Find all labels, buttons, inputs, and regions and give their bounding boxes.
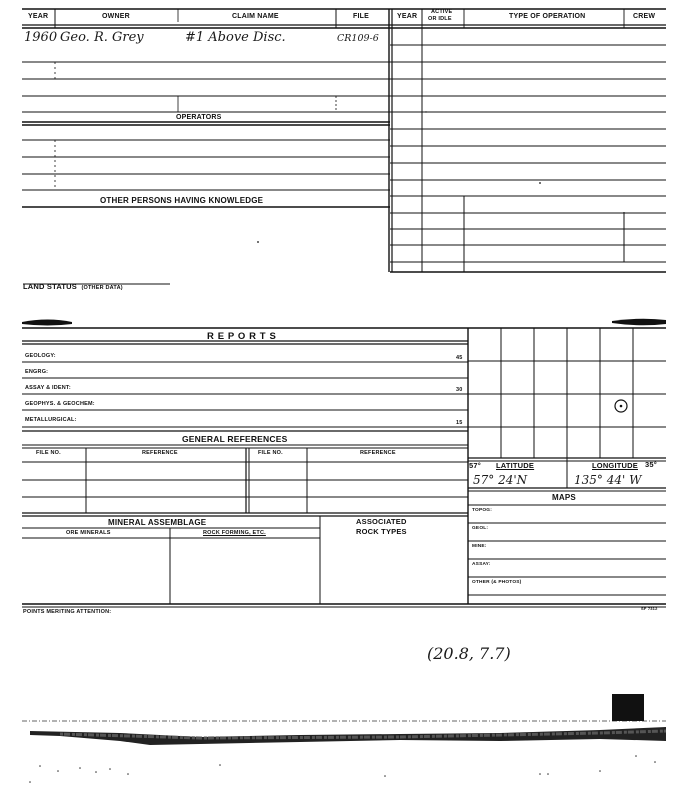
longitude-label: LONGITUDE <box>592 461 638 470</box>
maps-topog: TOPOG: <box>472 508 493 513</box>
reports-title: R E P O R T S <box>207 331 277 342</box>
general-references-title: GENERAL REFERENCES <box>182 434 288 444</box>
report-geology-num: 45 <box>456 355 463 361</box>
header-year-right: YEAR <box>397 13 418 20</box>
report-engrg-label: ENGRG: <box>25 369 49 375</box>
latitude-prefix: 57° <box>469 461 481 470</box>
refs-header-reference-2: REFERENCE <box>360 450 396 456</box>
grid-coordinate-note: (20.8, 7.7) <box>427 644 511 663</box>
refs-header-file-no-2: FILE NO. <box>258 450 283 456</box>
maps-title: MAPS <box>552 493 576 502</box>
mineral-assemblage-title: MINERAL ASSEMBLAGE <box>108 518 207 527</box>
longitude-suffix: 35° <box>645 460 657 469</box>
land-status <box>23 276 123 294</box>
report-assay-num: 30 <box>456 387 463 393</box>
land-status-sub: (OTHER DATA) <box>81 285 123 291</box>
maps-assay: ASSAY: <box>472 562 491 567</box>
land-status-label: LAND STATUS <box>23 282 78 291</box>
maps-mine: MINE: <box>472 544 487 549</box>
rock-forming-header: ROCK FORMING, ETC. <box>203 530 266 536</box>
header-claim-name: CLAIM NAME <box>232 13 279 20</box>
maps-other: OTHER (& PHOTOS) <box>472 580 522 585</box>
report-assay-label: ASSAY & IDENT: <box>25 385 71 391</box>
form-number: SF 7312 <box>641 606 658 611</box>
associated-header: ASSOCIATED <box>356 517 407 526</box>
points-meriting-attention: POINTS MERITING ATTENTION: <box>23 609 112 615</box>
report-geophys-label: GEOPHYS. & GEOCHEM: <box>25 401 95 407</box>
operators-label: OPERATORS <box>176 114 222 121</box>
entry-file: CR109-6 <box>337 33 379 44</box>
entry-claim-name: #1 Above Disc. <box>185 30 286 45</box>
header-owner: OWNER <box>102 13 130 20</box>
location-marker-icon <box>615 400 627 412</box>
entry-owner: Geo. R. Grey <box>60 30 144 45</box>
latitude-label: LATITUDE <box>496 461 535 470</box>
refs-header-reference-1: REFERENCE <box>142 450 178 456</box>
header-crew: CREW <box>633 13 656 20</box>
maps-geol: GEOL: <box>472 526 489 531</box>
report-metallurgical-num: 15 <box>456 420 463 426</box>
header-year: YEAR <box>28 13 49 20</box>
header-active: ACTIVE <box>431 9 453 15</box>
report-geology-label: GEOLOGY: <box>25 353 56 359</box>
latitude-value: 57° 24'N <box>473 473 528 487</box>
ore-minerals-header: ORE MINERALS <box>66 530 111 536</box>
rock-types-header: ROCK TYPES <box>356 527 407 536</box>
entry-year: 1960 <box>24 30 58 45</box>
header-or-idle: OR IDLE <box>428 16 452 22</box>
other-persons-label: OTHER PERSONS HAVING KNOWLEDGE <box>100 196 264 205</box>
refs-header-file-no-1: FILE NO. <box>36 450 61 456</box>
header-type-of-operation: TYPE OF OPERATION <box>509 13 586 20</box>
longitude-value: 135° 44' W <box>574 473 642 487</box>
scan-edge-artifact <box>22 694 666 783</box>
report-metallurgical-label: METALLURGICAL: <box>25 417 77 423</box>
header-file: FILE <box>353 13 369 20</box>
